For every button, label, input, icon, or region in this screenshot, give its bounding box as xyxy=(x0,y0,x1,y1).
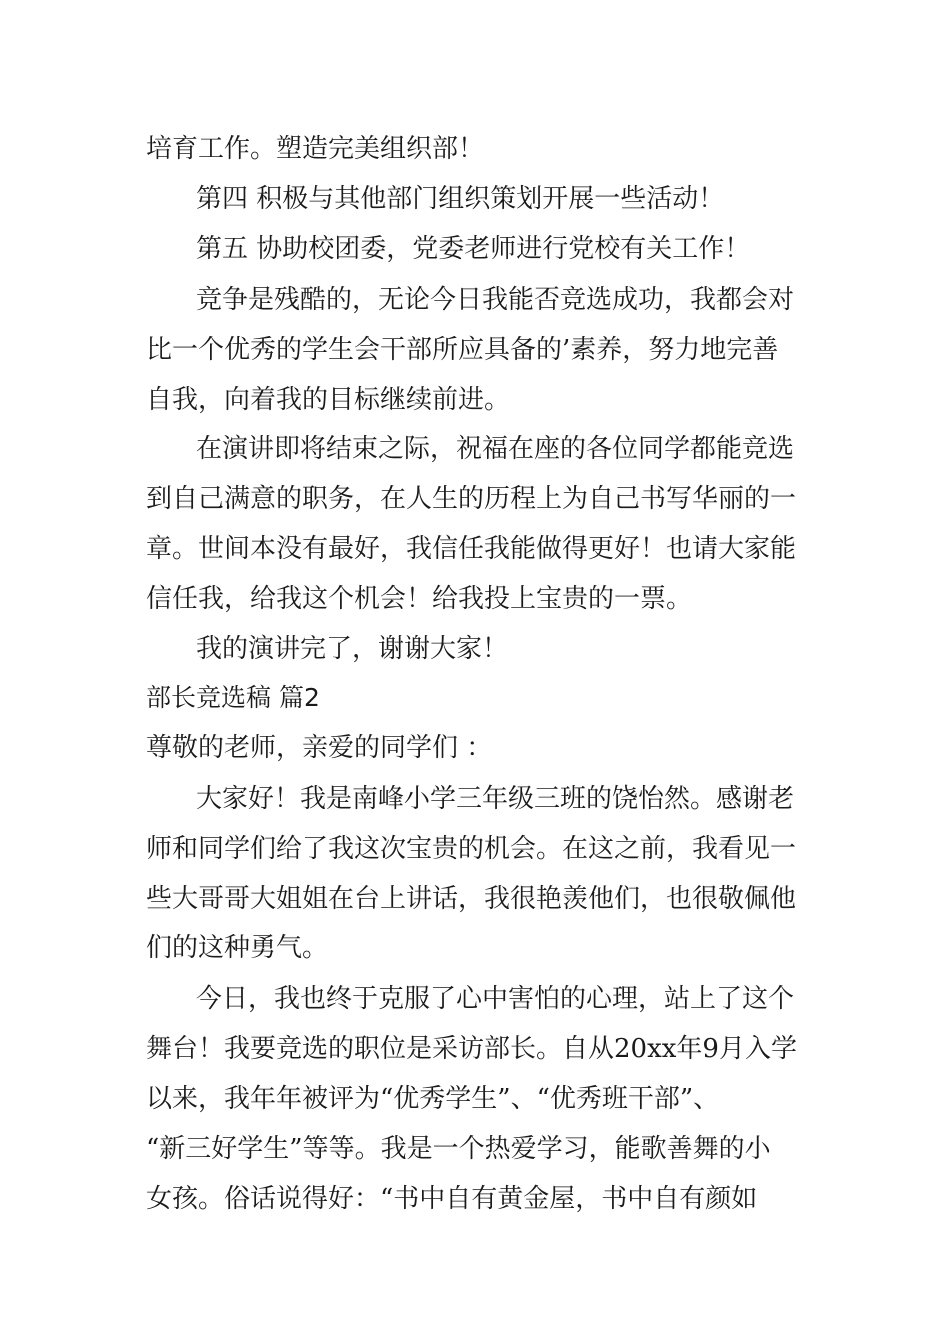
paragraph-line: 竞争是残酷的，无论今日我能否竞选成功，我都会对 xyxy=(196,285,795,315)
salutation-line: 尊敬的老师，亲爱的同学们 ： xyxy=(146,733,493,763)
paragraph-line: 培育工作。塑造完美组织部！ xyxy=(146,134,485,164)
paragraph-line: 舞台！我要竞选的职位是采访部长。自从20xx年9月入学 xyxy=(146,1034,797,1064)
paragraph-line: 信任我，给我这个机会！给我投上宝贵的一票。 xyxy=(146,584,693,614)
paragraph-line: “新三好学生”等等。我是一个热爱学习，能歌善舞的小 xyxy=(146,1134,771,1164)
paragraph-line: 些大哥哥大姐姐在台上讲话，我很艳羡他们，也很敬佩他 xyxy=(146,884,797,914)
paragraph-line: 我的演讲完了，谢谢大家！ xyxy=(196,634,509,664)
paragraph-line: 章。世间本没有最好，我信任我能做得更好！也请大家能 xyxy=(146,534,797,564)
paragraph-line: 师和同学们给了我这次宝贵的机会。在这之前，我看见一 xyxy=(146,834,797,864)
paragraph-line: 在演讲即将结束之际，祝福在座的各位同学都能竞选 xyxy=(196,434,795,464)
paragraph-line: 第四 积极与其他部门组织策划开展一些活动！ xyxy=(196,184,725,214)
paragraph-line: 女孩。俗话说得好：“书中自有黄金屋，书中自有颜如 xyxy=(146,1184,758,1214)
paragraph-line: 以来，我年年被评为“优秀学生”、“优秀班干部”、 xyxy=(146,1084,720,1114)
section-heading: 部长竞选稿 篇2 xyxy=(146,683,320,712)
paragraph-line: 第五 协助校团委，党委老师进行党校有关工作！ xyxy=(196,234,751,264)
paragraph-line: 们的这种勇气。 xyxy=(146,933,329,963)
paragraph-line: 比一个优秀的学生会干部所应具备的’素养，努力地完善 xyxy=(146,335,779,365)
paragraph-line: 大家好！我是南峰小学三年级三班的饶怡然。感谢老 xyxy=(196,784,795,814)
paragraph-line: 到自己满意的职务，在人生的历程上为自己书写华丽的一 xyxy=(146,484,797,514)
paragraph-line: 自我，向着我的目标继续前进。 xyxy=(146,385,511,415)
paragraph-line: 今日，我也终于克服了心中害怕的心理，站上了这个 xyxy=(196,984,795,1014)
